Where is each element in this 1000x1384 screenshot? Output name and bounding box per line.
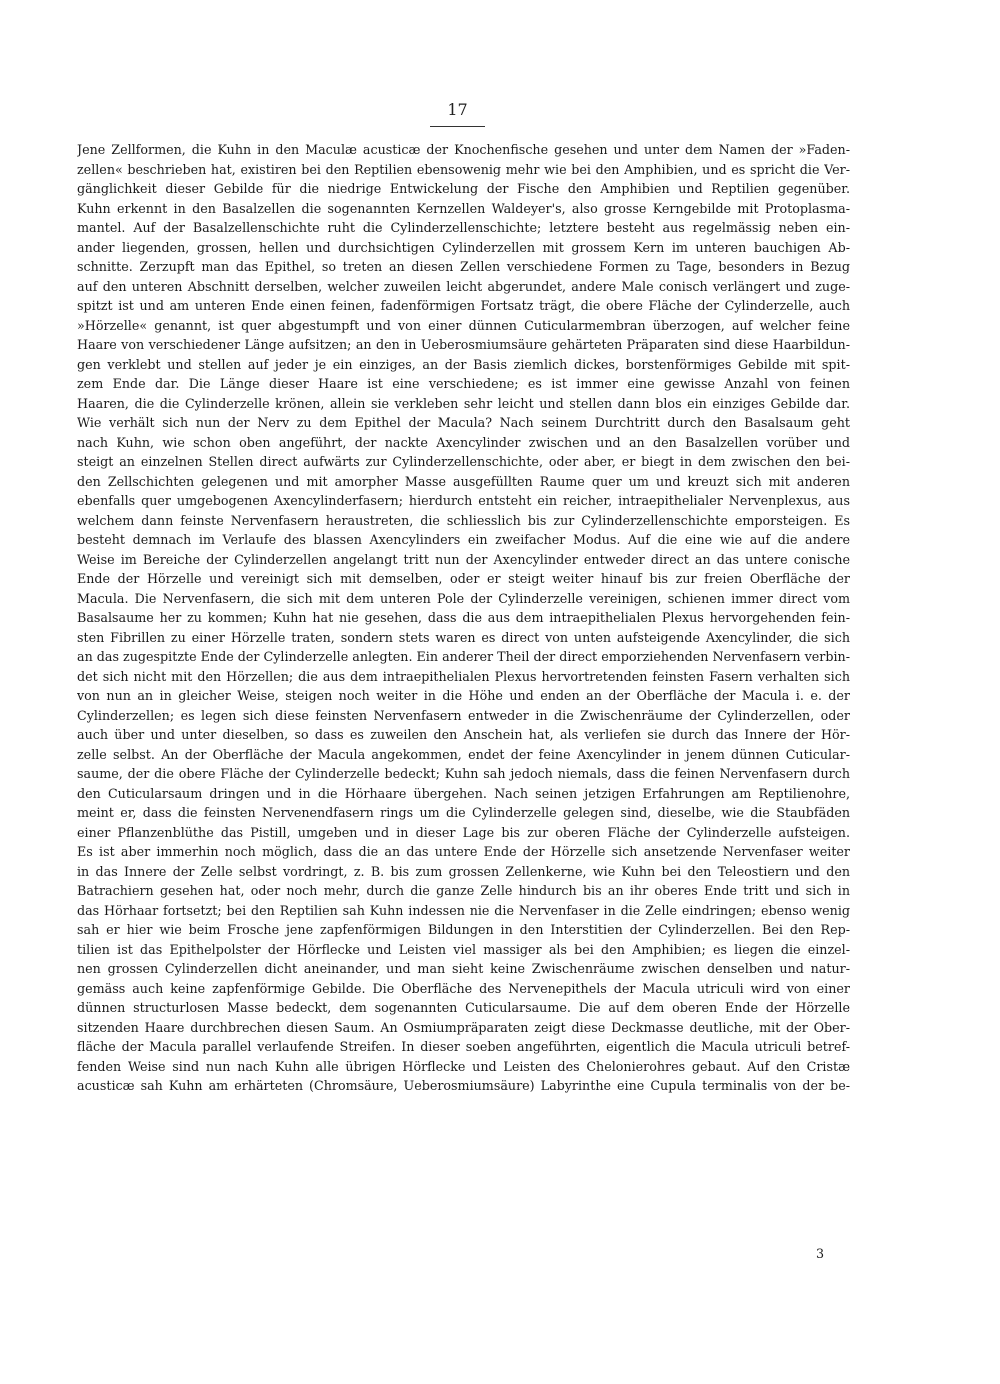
text-line: ander liegenden, grossen, hellen und durchsichtigen Cylinderzellen mit grossem Kern im unteren bauchigen Ab- xyxy=(77,239,850,255)
text-line: ebenfalls quer umgebogenen Axencylinderfasern; hierdurch entsteht ein reicher, intraepithelialer Nervenplexus, aus xyxy=(77,493,850,508)
text-line: Batrachiern gesehen hat, oder noch mehr, durch die ganze Zelle hindurch bis an ihr oberes Ende tritt und sich in xyxy=(77,883,850,898)
text-line: gänglichkeit dieser Gebilde für die niedrige Entwickelung der Fische den Amphibien und Reptilien gegenüber. xyxy=(77,181,850,196)
text-line: fläche der Macula parallel verlaufende Streifen. In dieser soeben angeführten, eigentlich die Macula utriculi betref- xyxy=(77,1039,850,1054)
text-line: schnitte. Zerzupft man das Epithel, so treten an diesen Zellen verschiedene Formen zu Tage, besonders in Bezug xyxy=(77,259,850,274)
text-line: zellen« beschrieben hat, existiren bei den Reptilien ebensowenig mehr wie bei den Amphibien, und es spricht die Ver- xyxy=(77,161,850,177)
text-line: auch über und unter dieselben, so dass es zuweilen den Anschein hat, als verliefen sie durch das Innere der Hör- xyxy=(77,727,850,742)
text-line: nach Kuhn, wie schon oben angeführt, der nackte Axencylinder zwischen und an den Basalzellen vorüber und xyxy=(77,434,850,450)
text-line: mantel. Auf der Basalzellenschichte ruht die Cylinderzellenschichte; letztere besteht aus regelmässig neben ein- xyxy=(77,220,850,235)
text-line: Jene Zellformen, die Kuhn in den Maculæ acusticæ der Knochenfische gesehen und unter dem Namen der »Faden- xyxy=(77,142,850,157)
text-line: in das Innere der Zelle selbst vordringt, z. B. bis zum grossen Zellenkerne, wie Kuhn bei den Teleostiern und den xyxy=(77,863,850,879)
text-line: Haare von verschiedener Länge aufsitzen; an den in Ueberosmiumsäure gehärteten Präparaten sind diese Haarbildun- xyxy=(77,337,850,352)
page-number: 17 xyxy=(447,100,468,119)
text-line: saume, der die obere Fläche der Cylinderzelle bedeckt; Kuhn sah jedoch niemals, dass die feinen Nervenfasern durch xyxy=(77,766,850,781)
text-line: fenden Weise sind nun nach Kuhn alle übrigen Hörflecke und Leisten des Chelonierohres gebaut. Auf den Cristæ xyxy=(77,1058,850,1074)
text-line: sten Fibrillen zu einer Hörzelle traten, sondern stets waren es direct von unten aufsteigende Axencylinder, die sich xyxy=(77,629,850,645)
text-line: spitzt ist und am unteren Ende einen feinen, fadenförmigen Fortsatz trägt, die obere Fläche der Cylinderzelle, auch xyxy=(77,298,850,313)
text-line: Kuhn erkennt in den Basalzellen die sogenannten Kernzellen Waldeyer's, also grosse Kerngebilde mit Protoplasma- xyxy=(77,200,850,216)
text-line xyxy=(77,1096,850,1116)
text-line: auf den unteren Abschnitt derselben, welcher zuweilen leicht abgerundet, andere Male conisch verlängert und zuge- xyxy=(77,278,850,294)
text-line: sitzenden Haare durchbrechen diesen Saum. An Osmiumpräparaten zeigt diese Deckmasse deutliche, mit der Ober- xyxy=(77,1019,850,1035)
text-line: den Zellschichten gelegenen und mit amorpher Masse ausgefüllten Raume quer um und kreuzt sich mit anderen xyxy=(77,473,850,489)
text-line: welchem dann feinste Nervenfasern heraustreten, die schliesslich bis zur Cylinderzellenschichte emporsteigen. Es xyxy=(77,512,850,528)
text-line: tilien ist das Epithelpolster der Hörflecke und Leisten viel massiger als bei den Amphibien; es liegen die einzel- xyxy=(77,941,850,957)
text-line: nen grossen Cylinderzellen dicht aneinander, und man sieht keine Zwischenräume zwischen denselben und natur- xyxy=(77,961,850,976)
body-text xyxy=(77,140,850,1115)
text-line: zelle selbst. An der Oberfläche der Macula angekommen, endet der feine Axencylinder in jenem dünnen Cuticular- xyxy=(77,746,850,762)
text-line: an das zugespitzte Ende der Cylinderzelle anlegten. Ein anderer Theil der direct emporziehenden Nervenfasern verbin- xyxy=(77,649,850,664)
text-line: dünnen structurlosen Masse bedeckt, dem sogenannten Cuticularsaume. Die auf dem oberen Ende der Hörzelle xyxy=(77,1000,850,1015)
text-line: Macula. Die Nervenfasern, die sich mit dem unteren Pole der Cylinderzelle vereinigen, schienen immer direct vom xyxy=(77,590,850,606)
text-line: Weise im Bereiche der Cylinderzellen angelangt tritt nun der Axencylinder entweder direct an das untere conische xyxy=(77,551,850,567)
text-line: das Hörhaar fortsetzt; bei den Reptilien sah Kuhn indessen nie die Nervenfaser in die Zelle eindringen; ebenso wenig xyxy=(77,902,850,918)
text-line: »Hörzelle« genannt, ist quer abgestumpft und von einer dünnen Cuticularmembran überzogen, auf welcher feine xyxy=(77,317,850,333)
text-line: Basalsaume her zu kommen; Kuhn hat nie gesehen, dass die aus dem intraepithelialen Plexus hervorgehenden fein- xyxy=(77,610,850,625)
text-line: gemäss auch keine zapfenförmige Gebilde. Die Oberfläche des Nervenepithels der Macula utriculi wird von einer xyxy=(77,980,850,996)
text-line: Haaren, die die Cylinderzelle krönen, allein sie verkleben sehr leicht und stellen dann blos ein einziges Gebilde dar. xyxy=(77,395,850,411)
signature-mark: 3 xyxy=(816,1246,825,1261)
text-line: den Cuticularsaum dringen und in die Hörhaare übergehen. Nach seinen jetzigen Erfahrungen am Reptilienohre, xyxy=(77,785,850,801)
text-line: besteht demnach im Verlaufe des blassen Axencylinders ein zweifacher Modus. Auf die eine wie auf die andere xyxy=(77,532,850,547)
header-rule xyxy=(430,126,485,127)
text-line: von nun an in gleicher Weise, steigen noch weiter in die Höhe und enden an der Oberfläche der Macula i. e. der xyxy=(77,688,850,703)
text-line: sah er hier wie beim Frosche jene zapfenförmigen Bildungen in den Interstitien der Cylinderzellen. Bei den Rep- xyxy=(77,922,850,937)
text-line: meint er, dass die feinsten Nervenendfasern rings um die Cylinderzelle gelegen sind, dieselbe, wie die Staubfäden xyxy=(77,805,850,820)
text-line: einer Pflanzenblüthe das Pistill, umgeben und in dieser Lage bis zur oberen Fläche der Cylinderzelle aufsteigen. xyxy=(77,824,850,840)
text-line: Wie verhält sich nun der Nerv zu dem Epithel der Macula? Nach seinem Durchtritt durch den Basalsaum geht xyxy=(77,415,850,430)
text-line: Cylinderzellen; es legen sich diese feinsten Nervenfasern entweder in die Zwischenräume der Cylinderzellen, oder xyxy=(77,707,850,723)
text-line: det sich nicht mit den Hörzellen; die aus dem intraepithelialen Plexus hervortretenden feinsten Fasern verhalten sich xyxy=(77,668,850,684)
text-line: acusticæ sah Kuhn am erhärteten (Chromsäure, Ueberosmiumsäure) Labyrinthe eine Cupula terminalis von der be- xyxy=(77,1078,850,1093)
text-line: gen verklebt und stellen auf jeder je ein einziges, an der Basis ziemlich dickes, borstenförmiges Gebilde mit spit- xyxy=(77,356,850,372)
text-line: Es ist aber immerhin noch möglich, dass die an das untere Ende der Hörzelle sich ansetzende Nervenfaser weiter xyxy=(77,844,850,859)
text-line: zem Ende dar. Die Länge dieser Haare ist eine verschiedene; es ist immer eine gewisse Anzahl von feinen xyxy=(77,376,850,391)
text-line: Ende der Hörzelle und vereinigt sich mit demselben, oder er steigt weiter hinauf bis zur freien Oberfläche der xyxy=(77,571,850,586)
text-line: steigt an einzelnen Stellen direct aufwärts zur Cylinderzellenschichte, oder aber, er biegt in dem zwischen den bei- xyxy=(77,454,850,469)
